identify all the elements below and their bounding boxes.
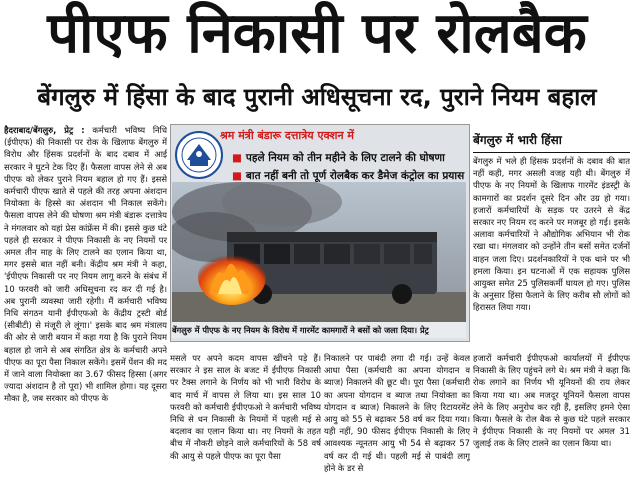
dateline: हैदराबाद/बेंगलुरु, प्रेट्र : bbox=[4, 125, 85, 135]
left-column-text: कर्मचारी भविष्य निधि (ईपीएफ) की निकासी पर रोक के खिलाफ बेंगलुरु में विरोध और हिंसक प्रदर्शनों के बाद दबाव में आई सरकार ने घुटने टेक दिए हैं। फैसला वापस लेने से अब पीएफ को लेकर पुराने नियम बहाल हो गए हैं। इससे कर्मचारी पीएफ खाते से पहले की तरह अपना अंशदान नियोक्ता के हिस्से का अंशदान भी निकाल सकेंगे। फैसला वापस लेने की घोषणा श्रम मंत्री बंडारू दत्तात्रेय ने मंगलवार को यहां प्रेस कांफ्रेंस में की। इससे कुछ घंटे पहले ही सरकार ने पीएफ निकासी के नए नियमों पर अमल तीन माह के लिए टालने का एलान किया था, मगर इससे बात नहीं बनी। केंद्रीय श्रम मंत्री ने कहा, 'ईपीएफ निकासी पर नए नियम लागू करने के संबंध में 10 फरवरी को जारी अधिसूचना रद कर दी गई है। अब पुरानी व्यवस्था जारी रहेगी। मैं कर्मचारी भविष्य निधि संगठन यानी ईपीएफओ के केंद्रीय ट्रस्टी बोर्ड (सीबीटी) से मंजूरी ले लूंगा।' इसके बाद श्रम मंत्रालय की ओर से जारी बयान में कहा गया है कि पुराने नियम बहाल हो जाने से अब संगठित क्षेत्र के कर्मचारी अपने पीएफ का पूरा पैसा निकाल सकेंगे। इसमें पेंशन की मद में जाने वाला नियोक्ता का 3.67 फीसद हिस्सा (अगर ज्यादा अंशदान है तो पूरा) भी शामिल होगा। यह दूसरा मौका है, जब सरकार को पीएफ के bbox=[4, 125, 167, 404]
epfo-emblem-icon bbox=[174, 130, 224, 180]
left-column-article bbox=[4, 124, 167, 486]
bottom-column-1: मसले पर अपने कदम वापस खींचने पड़े हैं। सरकार ने इस साल के बजट में ईपीएफ निकासी पर टैक्स लगाने के निर्णय को भी भारी विरोध के बाद मार्च में वापस ले लिया था। इस साल 10 फरवरी को कर्मचारी ईपीएफओ ने कर्मचारी भविष्य निधि से धन निकासी के नियमों में पहली मई से बदलाव का एलान किया था। नए नियमों के तहत बीच में नौकरी छोड़ने वाले कर्मचारियों के 58 वर्ष की आयु से पहले पीएफ का पूरा पैसा bbox=[170, 353, 321, 461]
photo-caption: बेंगलुरु में पीएफ के नए नियम के विरोध में गारमेंट कामगारों ने बसों को जला दिया। प्रेट्र bbox=[172, 322, 466, 338]
right-column-text: बेंगलुरु में भले ही हिंसक प्रदर्शनों के दबाव की बात नहीं कही, मगर असली वजह यही थी। बेंगलुरु में पीएफ के नए नियमों के खिलाफ गारमेंट इंडस्ट्री के कामगारों का प्रदर्शन दूसरे दिन और उग्र हो गया। हजारों कर्मचारियों के सड़क पर उतरने से केंद्र सरकार नए नियम रद करने पर मजबूर हो गई। इसके अलावा कर्मचारियों ने औद्योगिक अभियान भी रोक रखा था। मंगलवार को उन्होंने तीन बसों समेत दर्जनों वाहन जला दिए। प्रदर्शनकारियों ने एक थाने पर भी हमला किया। इन घटनाओं में एक सहायक पुलिस आयुक्त समेत 25 पुलिसकर्मी घायल हो गए। पुलिस के अनुसार हिंसा फैलाने के लिए करीब सौ लोगों को हिरासत लिया गया। bbox=[473, 156, 630, 313]
box-title: श्रम मंत्री बंडारू दत्तात्रेय एक्शन में bbox=[220, 129, 354, 142]
box-item: ■ पहले नियम को तीन महीने के लिए टालने की घोषणा bbox=[232, 152, 445, 164]
square-bullet-icon: ■ bbox=[232, 152, 242, 164]
headline: पीएफ निकासी पर रोलबैक bbox=[47, 1, 587, 66]
subheadline: बेंगलुरु में हिंसा के बाद पुरानी अधिसूचना रद, पुराने नियम बहाल bbox=[37, 83, 597, 111]
box-item: ■ बात नहीं बनी तो पूर्ण रोलबैक कर डैमेज कंट्रोल का प्रयास bbox=[232, 170, 465, 182]
bottom-column-2: निकालने पर पाबंदी लगा दी गई। उन्हें केवल आधा पैसा (कर्मचारी का अपना योगदान व ब्याज) निकालने की छूट थी। पूरा पैसा (कर्मचारी का अपना योगदान व ब्याज तथा नियोक्ता का योगदान व ब्याज) निकालने के लिए रिटायरमेंट आयु को 55 से बढ़ाकर 58 वर्ष कर दिया गया। यही नहीं, 90 फीसद ईपीएफ निकासी के लिए आवश्यक न्यूनतम आयु भी 54 से बढ़ाकर 57 वर्ष कर दी गई थी। पहली मई से पाबंदी लागू होने के डर से bbox=[324, 353, 470, 473]
square-bullet-icon: ■ bbox=[232, 170, 242, 182]
burning-bus-photo bbox=[172, 182, 466, 322]
bottom-column-3: हजारों कर्मचारी ईपीएफओ कार्यालयों में ईपीएफ निकासी के लिए पहुंचने लगे थे। श्रम मंत्री ने कहा कि रोक लगाने का निर्णय भी यूनियनों की राय लेकर किया गया था। अब मजदूर यूनियनें फैसला वापस लेने के लिए अनुरोध कर रही हैं, इसलिए हमने ऐसा किया। फैसले के रोल बैक से कुछ घंटे पहले सरकार ने ईपीएफ निकासी के नए नियमों पर अमल 31 जुलाई तक के लिए टालने का एलान किया था। bbox=[473, 353, 630, 449]
right-column-heading: बेंगलुरु में भारी हिंसा bbox=[473, 128, 630, 153]
